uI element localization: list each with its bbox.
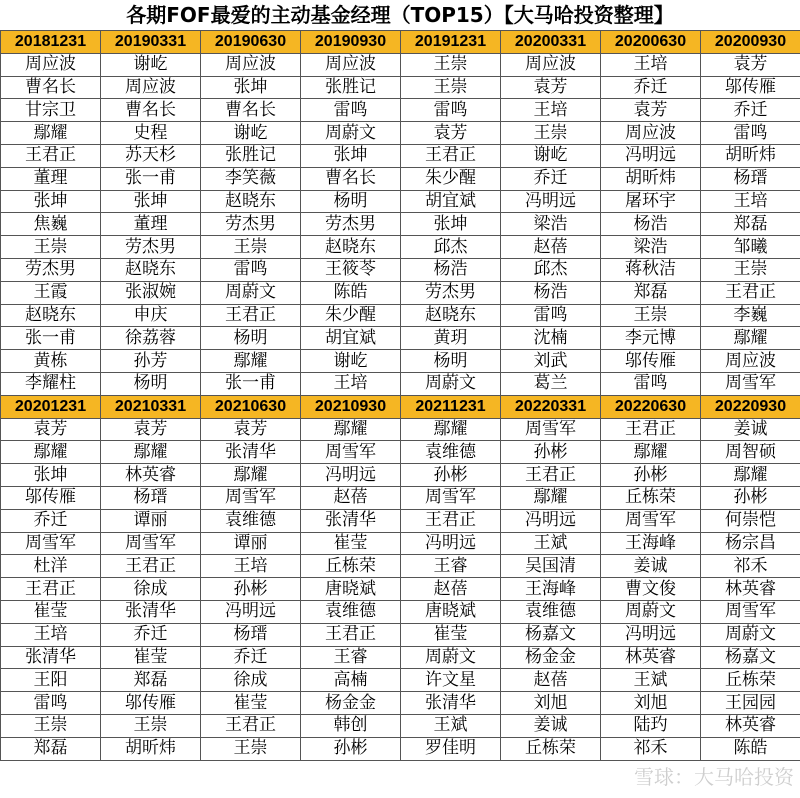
manager-cell: 徐成 bbox=[101, 578, 201, 601]
manager-cell: 邬传雁 bbox=[101, 692, 201, 715]
manager-cell: 葛兰 bbox=[501, 372, 601, 395]
date-header-cell: 20190331 bbox=[101, 31, 201, 54]
manager-cell: 冯明远 bbox=[501, 190, 601, 213]
manager-cell: 姜诚 bbox=[601, 555, 701, 578]
manager-cell: 崔莹 bbox=[301, 532, 401, 555]
table-row bbox=[1, 509, 800, 532]
manager-cell: 崔莹 bbox=[201, 692, 301, 715]
manager-cell: 袁芳 bbox=[201, 418, 301, 441]
manager-cell: 袁芳 bbox=[101, 418, 201, 441]
table-row bbox=[1, 350, 800, 373]
manager-cell: 袁芳 bbox=[1, 418, 101, 441]
manager-cell: 杨宗昌 bbox=[701, 532, 800, 555]
table-row bbox=[1, 532, 800, 555]
manager-cell: 董理 bbox=[101, 213, 201, 236]
manager-cell: 乔迁 bbox=[501, 167, 601, 190]
manager-cell: 姜诚 bbox=[501, 714, 601, 737]
manager-cell: 张坤 bbox=[1, 464, 101, 487]
manager-cell: 劳杰男 bbox=[101, 236, 201, 259]
manager-cell: 袁维德 bbox=[301, 600, 401, 623]
manager-cell: 杨明 bbox=[301, 190, 401, 213]
date-header-cell: 20220630 bbox=[601, 395, 701, 418]
manager-cell: 郑磊 bbox=[701, 213, 800, 236]
date-header-cell: 20201231 bbox=[1, 395, 101, 418]
manager-cell: 王崇 bbox=[101, 714, 201, 737]
table-row bbox=[1, 122, 800, 145]
manager-cell: 王崇 bbox=[401, 76, 501, 99]
manager-cell: 张坤 bbox=[401, 213, 501, 236]
manager-cell: 杨浩 bbox=[501, 281, 601, 304]
manager-cell: 高楠 bbox=[301, 669, 401, 692]
manager-cell: 王崇 bbox=[201, 737, 301, 760]
manager-cell: 王君正 bbox=[501, 464, 601, 487]
manager-cell: 冯明远 bbox=[601, 623, 701, 646]
manager-cell: 赵蓓 bbox=[501, 236, 601, 259]
manager-cell: 郑磊 bbox=[1, 737, 101, 760]
manager-cell: 陈皓 bbox=[701, 737, 800, 760]
table-row bbox=[1, 464, 800, 487]
manager-cell: 周雪军 bbox=[501, 418, 601, 441]
manager-cell: 王君正 bbox=[601, 418, 701, 441]
date-header-cell: 20200331 bbox=[501, 31, 601, 54]
manager-cell: 冯明远 bbox=[601, 144, 701, 167]
manager-cell: 谭丽 bbox=[201, 532, 301, 555]
date-header-cell: 20211231 bbox=[401, 395, 501, 418]
manager-cell: 雷鸣 bbox=[601, 372, 701, 395]
manager-cell: 曹文俊 bbox=[601, 578, 701, 601]
manager-cell: 赵晓东 bbox=[1, 304, 101, 327]
manager-cell: 郑磊 bbox=[601, 281, 701, 304]
table-row bbox=[1, 167, 800, 190]
table-row bbox=[1, 441, 800, 464]
manager-cell: 周雪军 bbox=[101, 532, 201, 555]
manager-cell: 鄢耀 bbox=[701, 464, 800, 487]
table-row bbox=[1, 737, 800, 760]
manager-cell: 杨浩 bbox=[601, 213, 701, 236]
manager-cell: 乔迁 bbox=[1, 509, 101, 532]
manager-cell: 谢屹 bbox=[101, 53, 201, 76]
manager-cell: 王君正 bbox=[201, 304, 301, 327]
manager-cell: 袁维德 bbox=[501, 600, 601, 623]
manager-cell: 周蔚文 bbox=[201, 281, 301, 304]
manager-cell: 韩创 bbox=[301, 714, 401, 737]
manager-cell: 周应波 bbox=[501, 53, 601, 76]
manager-cell: 袁芳 bbox=[701, 53, 800, 76]
manager-cell: 周蔚文 bbox=[301, 122, 401, 145]
manager-cell: 丘栋荣 bbox=[301, 555, 401, 578]
table-row bbox=[1, 418, 800, 441]
manager-cell: 袁维德 bbox=[201, 509, 301, 532]
manager-cell: 黄栋 bbox=[1, 350, 101, 373]
manager-cell: 赵蓓 bbox=[301, 486, 401, 509]
manager-cell: 陆玓 bbox=[601, 714, 701, 737]
manager-cell: 刘旭 bbox=[601, 692, 701, 715]
manager-cell: 崔莹 bbox=[1, 600, 101, 623]
date-header-cell: 20210930 bbox=[301, 395, 401, 418]
table-row bbox=[1, 714, 800, 737]
manager-cell: 焦巍 bbox=[1, 213, 101, 236]
table-row bbox=[1, 144, 800, 167]
manager-cell: 袁芳 bbox=[501, 76, 601, 99]
manager-cell: 王培 bbox=[201, 555, 301, 578]
manager-cell: 梁浩 bbox=[601, 236, 701, 259]
manager-cell: 黄玥 bbox=[401, 327, 501, 350]
manager-cell: 苏天杉 bbox=[101, 144, 201, 167]
manager-cell: 邱杰 bbox=[401, 236, 501, 259]
table-row bbox=[1, 76, 800, 99]
manager-cell: 邹曦 bbox=[701, 236, 800, 259]
table-row bbox=[1, 578, 800, 601]
manager-cell: 张清华 bbox=[301, 509, 401, 532]
manager-cell: 王园园 bbox=[701, 692, 800, 715]
manager-cell: 张坤 bbox=[101, 190, 201, 213]
manager-cell: 杨浩 bbox=[401, 258, 501, 281]
date-header-cell: 20210331 bbox=[101, 395, 201, 418]
manager-cell: 徐成 bbox=[201, 669, 301, 692]
manager-cell: 崔莹 bbox=[101, 646, 201, 669]
manager-cell: 谭丽 bbox=[101, 509, 201, 532]
manager-cell: 周蔚文 bbox=[701, 623, 800, 646]
manager-cell: 周应波 bbox=[601, 122, 701, 145]
manager-cell: 崔莹 bbox=[401, 623, 501, 646]
manager-cell: 鄢耀 bbox=[301, 418, 401, 441]
manager-cell: 周雪军 bbox=[601, 509, 701, 532]
manager-cell: 乔迁 bbox=[201, 646, 301, 669]
manager-cell: 王君正 bbox=[401, 509, 501, 532]
manager-cell: 孙彬 bbox=[301, 737, 401, 760]
manager-cell: 祁禾 bbox=[701, 555, 800, 578]
manager-cell: 王培 bbox=[1, 623, 101, 646]
manager-cell: 周蔚文 bbox=[401, 646, 501, 669]
table-row bbox=[1, 486, 800, 509]
manager-cell: 申庆 bbox=[101, 304, 201, 327]
manager-cell: 劳杰男 bbox=[401, 281, 501, 304]
manager-cell: 冯明远 bbox=[401, 532, 501, 555]
manager-cell: 王睿 bbox=[301, 646, 401, 669]
manager-cell: 王崇 bbox=[501, 122, 601, 145]
manager-cell: 雷鸣 bbox=[201, 258, 301, 281]
manager-cell: 王斌 bbox=[501, 532, 601, 555]
manager-cell: 张清华 bbox=[201, 441, 301, 464]
manager-cell: 王崇 bbox=[1, 714, 101, 737]
manager-cell: 袁芳 bbox=[601, 99, 701, 122]
manager-cell: 曹名长 bbox=[301, 167, 401, 190]
manager-cell: 冯明远 bbox=[201, 600, 301, 623]
manager-cell: 曹名长 bbox=[1, 76, 101, 99]
manager-cell: 王君正 bbox=[401, 144, 501, 167]
manager-cell: 朱少醒 bbox=[401, 167, 501, 190]
manager-cell: 李耀柱 bbox=[1, 372, 101, 395]
manager-cell: 孙芳 bbox=[101, 350, 201, 373]
manager-cell: 李元博 bbox=[601, 327, 701, 350]
manager-cell: 雷鸣 bbox=[701, 122, 800, 145]
manager-cell: 雷鸣 bbox=[301, 99, 401, 122]
manager-cell: 孙彬 bbox=[701, 486, 800, 509]
date-header-cell: 20220930 bbox=[701, 395, 800, 418]
manager-cell: 王阳 bbox=[1, 669, 101, 692]
manager-cell: 周雪军 bbox=[701, 372, 800, 395]
manager-cell: 张坤 bbox=[301, 144, 401, 167]
manager-cell: 劳杰男 bbox=[1, 258, 101, 281]
manager-cell: 丘栋荣 bbox=[701, 669, 800, 692]
manager-cell: 周蔚文 bbox=[401, 372, 501, 395]
manager-cell: 王筱苓 bbox=[301, 258, 401, 281]
manager-cell: 袁维德 bbox=[401, 441, 501, 464]
manager-cell: 王睿 bbox=[401, 555, 501, 578]
manager-cell: 张坤 bbox=[201, 76, 301, 99]
manager-cell: 沈楠 bbox=[501, 327, 601, 350]
table-row bbox=[1, 692, 800, 715]
manager-cell: 谢屹 bbox=[301, 350, 401, 373]
manager-cell: 赵晓东 bbox=[201, 190, 301, 213]
manager-cell: 王崇 bbox=[1, 236, 101, 259]
manager-cell: 赵晓东 bbox=[301, 236, 401, 259]
table-row bbox=[1, 327, 800, 350]
date-header-cell: 20191231 bbox=[401, 31, 501, 54]
manager-cell: 罗佳明 bbox=[401, 737, 501, 760]
table-row bbox=[1, 623, 800, 646]
manager-cell: 徐荔蓉 bbox=[101, 327, 201, 350]
manager-cell: 周应波 bbox=[101, 76, 201, 99]
manager-cell: 杨金金 bbox=[501, 646, 601, 669]
date-header-cell: 20210630 bbox=[201, 395, 301, 418]
date-header-cell: 20190930 bbox=[301, 31, 401, 54]
manager-cell: 赵蓓 bbox=[401, 578, 501, 601]
manager-cell: 祁禾 bbox=[601, 737, 701, 760]
manager-cell: 杨瑨 bbox=[101, 486, 201, 509]
manager-cell: 乔迁 bbox=[701, 99, 800, 122]
date-header-cell: 20190630 bbox=[201, 31, 301, 54]
manager-cell: 劳杰男 bbox=[201, 213, 301, 236]
manager-cell: 鄢耀 bbox=[401, 418, 501, 441]
manager-cell: 雷鸣 bbox=[501, 304, 601, 327]
manager-cell: 王海峰 bbox=[501, 578, 601, 601]
manager-cell: 雷鸣 bbox=[401, 99, 501, 122]
manager-cell: 劳杰男 bbox=[301, 213, 401, 236]
manager-cell: 孙彬 bbox=[201, 578, 301, 601]
manager-cell: 李巍 bbox=[701, 304, 800, 327]
manager-cell: 杨嘉文 bbox=[501, 623, 601, 646]
manager-cell: 唐晓斌 bbox=[301, 578, 401, 601]
manager-cell: 周雪军 bbox=[401, 486, 501, 509]
manager-cell: 冯明远 bbox=[501, 509, 601, 532]
manager-cell: 周应波 bbox=[701, 350, 800, 373]
manager-cell: 张坤 bbox=[1, 190, 101, 213]
manager-cell: 雷鸣 bbox=[1, 692, 101, 715]
manager-cell: 屠环宇 bbox=[601, 190, 701, 213]
manager-cell: 胡宜斌 bbox=[301, 327, 401, 350]
manager-cell: 蒋秋洁 bbox=[601, 258, 701, 281]
manager-cell: 孙彬 bbox=[601, 464, 701, 487]
manager-cell: 杨明 bbox=[401, 350, 501, 373]
date-header-row bbox=[1, 395, 800, 418]
manager-cell: 杨瑨 bbox=[201, 623, 301, 646]
manager-cell: 刘旭 bbox=[501, 692, 601, 715]
manager-cell: 王培 bbox=[701, 190, 800, 213]
manager-cell: 鄢耀 bbox=[201, 464, 301, 487]
manager-cell: 鄢耀 bbox=[1, 122, 101, 145]
manager-cell: 姜诚 bbox=[701, 418, 800, 441]
manager-cell: 鄢耀 bbox=[501, 486, 601, 509]
table-row bbox=[1, 190, 800, 213]
manager-cell: 胡昕炜 bbox=[601, 167, 701, 190]
manager-cell: 周应波 bbox=[201, 53, 301, 76]
manager-cell: 赵蓓 bbox=[501, 669, 601, 692]
manager-cell: 杨瑨 bbox=[701, 167, 800, 190]
manager-cell: 张清华 bbox=[101, 600, 201, 623]
manager-cell: 王霞 bbox=[1, 281, 101, 304]
manager-cell: 胡昕炜 bbox=[101, 737, 201, 760]
date-header-cell: 20181231 bbox=[1, 31, 101, 54]
manager-cell: 许文星 bbox=[401, 669, 501, 692]
watermark: 雪球：大马哈投资 bbox=[634, 765, 794, 789]
manager-cell: 梁浩 bbox=[501, 213, 601, 236]
manager-cell: 袁芳 bbox=[401, 122, 501, 145]
manager-cell: 张胜记 bbox=[201, 144, 301, 167]
manager-cell: 张一甫 bbox=[101, 167, 201, 190]
manager-cell: 周雪军 bbox=[301, 441, 401, 464]
manager-cell: 周雪军 bbox=[201, 486, 301, 509]
page-title: 各期FOF最爱的主动基金经理（TOP15）【大马哈投资整理】 bbox=[126, 3, 674, 27]
manager-cell: 杨嘉文 bbox=[701, 646, 800, 669]
manager-cell: 孙彬 bbox=[401, 464, 501, 487]
manager-cell: 王培 bbox=[501, 99, 601, 122]
manager-cell: 朱少醒 bbox=[301, 304, 401, 327]
manager-cell: 周雪军 bbox=[1, 532, 101, 555]
manager-cell: 杜洋 bbox=[1, 555, 101, 578]
manager-cell: 鄢耀 bbox=[201, 350, 301, 373]
manager-cell: 孙彬 bbox=[501, 441, 601, 464]
manager-cell: 王崇 bbox=[401, 53, 501, 76]
manager-cell: 吴国清 bbox=[501, 555, 601, 578]
manager-cell: 张一甫 bbox=[201, 372, 301, 395]
manager-cell: 张淑婉 bbox=[101, 281, 201, 304]
table-row bbox=[1, 53, 800, 76]
manager-cell: 谢屹 bbox=[201, 122, 301, 145]
manager-cell: 周智硕 bbox=[701, 441, 800, 464]
manager-cell: 张一甫 bbox=[1, 327, 101, 350]
table-row bbox=[1, 372, 800, 395]
manager-cell: 周雪军 bbox=[701, 600, 800, 623]
manager-cell: 甘宗卫 bbox=[1, 99, 101, 122]
manager-cell: 王斌 bbox=[601, 669, 701, 692]
manager-cell: 王君正 bbox=[301, 623, 401, 646]
date-header-cell: 20200930 bbox=[701, 31, 800, 54]
manager-cell: 王君正 bbox=[701, 281, 800, 304]
date-header-cell: 20220331 bbox=[501, 395, 601, 418]
manager-cell: 史程 bbox=[101, 122, 201, 145]
manager-cell: 张清华 bbox=[401, 692, 501, 715]
manager-cell: 鄢耀 bbox=[701, 327, 800, 350]
manager-cell: 何崇恺 bbox=[701, 509, 800, 532]
table-row bbox=[1, 646, 800, 669]
manager-cell: 唐晓斌 bbox=[401, 600, 501, 623]
date-header-cell: 20200630 bbox=[601, 31, 701, 54]
manager-cell: 乔迁 bbox=[101, 623, 201, 646]
table-row bbox=[1, 99, 800, 122]
manager-cell: 丘栋荣 bbox=[601, 486, 701, 509]
manager-cell: 王崇 bbox=[201, 236, 301, 259]
manager-cell: 王海峰 bbox=[601, 532, 701, 555]
table-row bbox=[1, 258, 800, 281]
manager-cell: 胡昕炜 bbox=[701, 144, 800, 167]
manager-cell: 乔迁 bbox=[601, 76, 701, 99]
manager-cell: 杨明 bbox=[201, 327, 301, 350]
manager-cell: 周蔚文 bbox=[601, 600, 701, 623]
manager-cell: 邱杰 bbox=[501, 258, 601, 281]
manager-cell: 鄢耀 bbox=[101, 441, 201, 464]
manager-cell: 杨金金 bbox=[301, 692, 401, 715]
manager-cell: 丘栋荣 bbox=[501, 737, 601, 760]
manager-cell: 刘武 bbox=[501, 350, 601, 373]
manager-cell: 王君正 bbox=[101, 555, 201, 578]
manager-cell: 郑磊 bbox=[101, 669, 201, 692]
manager-cell: 赵晓东 bbox=[401, 304, 501, 327]
manager-cell: 陈皓 bbox=[301, 281, 401, 304]
manager-cell: 周应波 bbox=[301, 53, 401, 76]
manager-cell: 胡宜斌 bbox=[401, 190, 501, 213]
manager-cell: 王培 bbox=[601, 53, 701, 76]
manager-cell: 王崇 bbox=[701, 258, 800, 281]
manager-cell: 冯明远 bbox=[301, 464, 401, 487]
table-row bbox=[1, 669, 800, 692]
manager-cell: 李笑薇 bbox=[201, 167, 301, 190]
manager-cell: 林英睿 bbox=[101, 464, 201, 487]
manager-cell: 张清华 bbox=[1, 646, 101, 669]
manager-cell: 曹名长 bbox=[201, 99, 301, 122]
manager-cell: 邬传雁 bbox=[601, 350, 701, 373]
manager-cell: 林英睿 bbox=[601, 646, 701, 669]
date-header-row bbox=[1, 31, 800, 54]
manager-cell: 鄢耀 bbox=[601, 441, 701, 464]
manager-cell: 王培 bbox=[301, 372, 401, 395]
manager-table bbox=[0, 30, 800, 761]
manager-cell: 林英睿 bbox=[701, 714, 800, 737]
manager-cell: 邬传雁 bbox=[701, 76, 800, 99]
manager-cell: 张胜记 bbox=[301, 76, 401, 99]
table-row bbox=[1, 555, 800, 578]
manager-cell: 周应波 bbox=[1, 53, 101, 76]
manager-cell: 邬传雁 bbox=[1, 486, 101, 509]
manager-cell: 鄢耀 bbox=[1, 441, 101, 464]
manager-cell: 王崇 bbox=[601, 304, 701, 327]
manager-cell: 曹名长 bbox=[101, 99, 201, 122]
table-row bbox=[1, 213, 800, 236]
manager-cell: 林英睿 bbox=[701, 578, 800, 601]
table-row bbox=[1, 281, 800, 304]
manager-cell: 赵晓东 bbox=[101, 258, 201, 281]
manager-cell: 王君正 bbox=[1, 578, 101, 601]
table-row bbox=[1, 304, 800, 327]
table-row bbox=[1, 236, 800, 259]
manager-cell: 王君正 bbox=[1, 144, 101, 167]
manager-cell: 杨明 bbox=[101, 372, 201, 395]
table-row bbox=[1, 600, 800, 623]
manager-cell: 王君正 bbox=[201, 714, 301, 737]
manager-cell: 董理 bbox=[1, 167, 101, 190]
manager-cell: 谢屹 bbox=[501, 144, 601, 167]
manager-cell: 王斌 bbox=[401, 714, 501, 737]
